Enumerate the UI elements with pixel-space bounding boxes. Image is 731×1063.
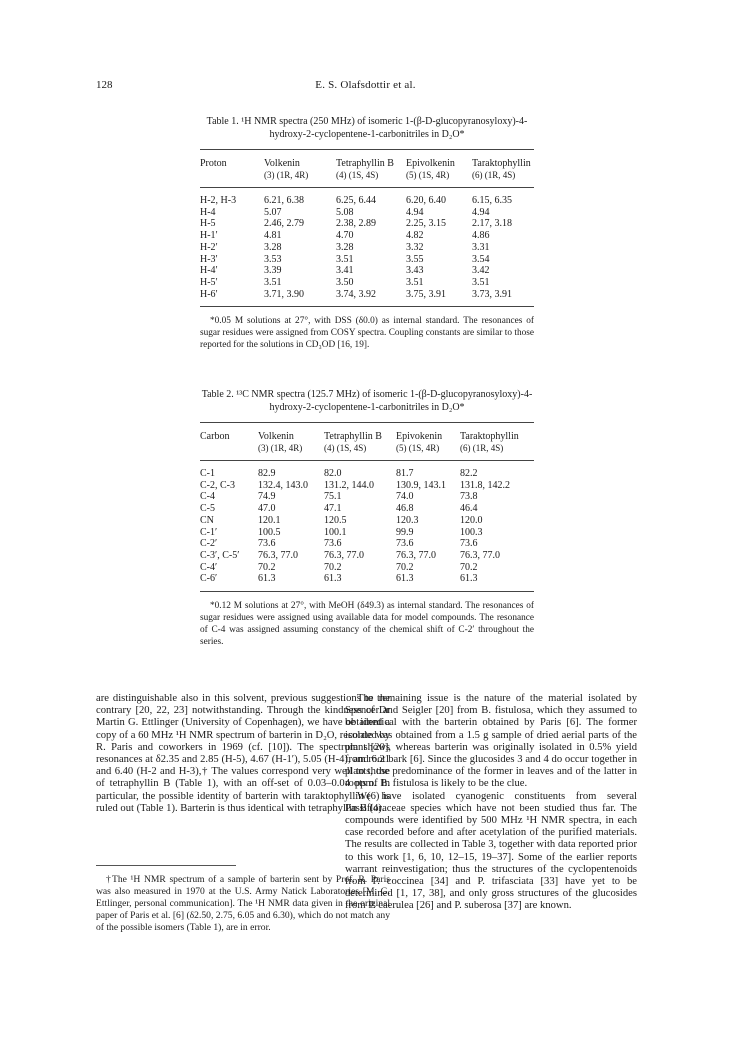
table-row xyxy=(200,265,534,277)
row-label: H-5′ xyxy=(200,276,218,288)
table-cell: 120.1 xyxy=(258,514,281,526)
table-cell: 76.3, 77.0 xyxy=(258,549,298,561)
table-cell: 76.3, 77.0 xyxy=(396,549,436,561)
table-cell: 3.51 xyxy=(264,276,282,288)
right-column-paragraph-2: We have isolated cyanogenic constituents from several Passifloraceae species which have not been studied thus far. The compounds were identified by 500 MHz ¹H NMR spectra, in each case recorded before and after acetylation of the purified materials. The results are collected in Table 3, together with data reported prior to this work [1, 6, 10, 12–15, 19–37]. Some of the earlier reports warrant reinvestigation; thus the structures of the cyclopentenoids from P. coccinea [34] and P. trifasciata [33] have yet to be determined [1, 17, 38], and only gross structures of the glucosides from P. caerulea [26] and P. suberosa [37] are known. xyxy=(345,790,637,912)
table-cell: 2.38, 2.89 xyxy=(336,218,376,230)
column-subheader xyxy=(200,170,264,188)
table-1-subheader-row xyxy=(200,170,534,188)
table-row xyxy=(200,242,534,254)
table-row xyxy=(200,480,534,492)
table-cell: 3.51 xyxy=(472,276,490,288)
table-cell: 3.41 xyxy=(336,265,354,277)
table-cell: 100.1 xyxy=(324,526,347,538)
row-label: C-2′ xyxy=(200,538,218,550)
column-header: Tetraphyllin B xyxy=(336,150,406,170)
table-cell: 82.0 xyxy=(324,468,342,479)
table-cell: 47.1 xyxy=(324,503,342,515)
table-2-grid xyxy=(200,422,534,592)
footnote-divider xyxy=(96,865,236,866)
table-cell: 3.55 xyxy=(406,253,424,265)
table-cell: 70.2 xyxy=(258,561,276,573)
row-label: H-1′ xyxy=(200,230,218,242)
table-cell: 2.25, 3.15 xyxy=(406,218,446,230)
table-cell: 120.5 xyxy=(324,514,347,526)
table-cell: 76.3, 77.0 xyxy=(324,549,364,561)
table-row xyxy=(200,515,534,527)
running-head: E. S. Olafsdottir et al. xyxy=(315,79,416,91)
column-subheader: (6) (1R, 4S) xyxy=(472,170,534,188)
table-row xyxy=(200,550,534,562)
column-subheader xyxy=(200,443,258,461)
table-cell: 3.73, 3.91 xyxy=(472,289,534,307)
table-cell: 61.3 xyxy=(396,573,460,591)
table-cell: 3.28 xyxy=(336,241,354,253)
table-2-header-row xyxy=(200,423,534,443)
table-cell: 82.2 xyxy=(460,468,478,479)
table-cell: 73.8 xyxy=(460,491,478,503)
column-subheader: (6) (1R, 4S) xyxy=(460,443,534,461)
table-row xyxy=(200,188,534,207)
row-label: H-3′ xyxy=(200,253,218,265)
table-cell: 76.3, 77.0 xyxy=(460,549,500,561)
column-subheader: (3) (1R, 4R) xyxy=(258,443,324,461)
table-cell: 6.20, 6.40 xyxy=(406,195,446,206)
row-label: CN xyxy=(200,514,214,526)
row-label: C-5 xyxy=(200,503,215,515)
table-cell: 4.94 xyxy=(472,206,490,218)
table-cell: 46.4 xyxy=(460,503,478,515)
table-row xyxy=(200,491,534,503)
table-cell: 3.50 xyxy=(336,276,354,288)
table-cell: 61.3 xyxy=(460,573,534,591)
table-row xyxy=(200,289,534,307)
table-cell: 120.3 xyxy=(396,514,419,526)
row-label: C-4 xyxy=(200,491,215,503)
table-row xyxy=(200,538,534,550)
table-cell: 3.32 xyxy=(406,241,424,253)
column-header: Taraktophyllin xyxy=(472,150,534,170)
table-cell: 4.94 xyxy=(406,206,424,218)
table-cell: 131.8, 142.2 xyxy=(460,479,510,491)
table-cell: 73.6 xyxy=(258,538,276,550)
table-1-footnote: *0.05 M solutions at 27°, with DSS (δ0.0) as internal standard. The resonances of sugar residues were assigned from COSY spectra. Coupling constants are similar to those reported for the solutions in CD₃OD [16, 19]. xyxy=(200,316,534,351)
table-row xyxy=(200,230,534,242)
table-cell: 3.31 xyxy=(472,241,490,253)
row-label: C-2, C-3 xyxy=(200,479,235,491)
table-cell: 3.28 xyxy=(264,241,282,253)
row-label: H-6′ xyxy=(200,289,264,307)
table-cell: 4.70 xyxy=(336,230,354,242)
table-row xyxy=(200,562,534,574)
table-cell: 3.54 xyxy=(472,253,490,265)
table-cell: 4.81 xyxy=(264,230,282,242)
table-row xyxy=(200,207,534,219)
row-label: C-4′ xyxy=(200,561,218,573)
column-header: Volkenin xyxy=(264,150,336,170)
column-header: Volkenin xyxy=(258,423,324,443)
table-cell: 3.51 xyxy=(336,253,354,265)
table-cell: 3.39 xyxy=(264,265,282,277)
table-cell: 3.53 xyxy=(264,253,282,265)
column-subheader: (4) (1S, 4S) xyxy=(324,443,396,461)
table-row xyxy=(200,461,534,480)
column-header: Epivolkenin xyxy=(406,150,472,170)
table-cell: 46.8 xyxy=(396,503,414,515)
table-1-header-row xyxy=(200,150,534,170)
table-row xyxy=(200,527,534,539)
table-cell: 130.9, 143.1 xyxy=(396,479,446,491)
table-1-grid xyxy=(200,149,534,307)
table-cell: 6.21, 6.38 xyxy=(264,195,304,206)
table-cell: 4.86 xyxy=(472,230,490,242)
column-subheader: (4) (1S, 4S) xyxy=(336,170,406,188)
row-label: H-2′ xyxy=(200,241,218,253)
table-1-caption: Table 1. ¹H NMR spectra (250 MHz) of isomeric 1-(β-D-glucopyranosyloxy)-4-hydroxy-2-cyclopentene-1-carbonitriles in D₂O* xyxy=(206,116,528,140)
table-cell: 131.2, 144.0 xyxy=(324,479,374,491)
column-subheader: (3) (1R, 4R) xyxy=(264,170,336,188)
table-2-caption: Table 2. ¹³C NMR spectra (125.7 MHz) of isomeric 1-(β-D-glucopyranosyloxy)-4-hydroxy-2-cyclopentene-1-carbonitriles in D₂O* xyxy=(201,389,533,413)
right-column-paragraph-1: The remaining issue is the nature of the material isolated by Spencer and Seigler [20] from B. fistulosa, which they assumed to be identical with the barterin obtained by Paris [6]. The former isolate was obtained from a 1.5 g sample of dried aerial parts of the plant [20], whereas barterin was originally isolated in 0.5% yield from root bark [6]. Since the glucosides 3 and 4 do occur together in plants, the predominance of the former in leaves and of the latter in roots of B. fistulosa is likely to be the clue. xyxy=(345,693,637,790)
table-cell: 70.2 xyxy=(396,561,414,573)
table-cell: 6.25, 6.44 xyxy=(336,195,376,206)
table-cell: 4.82 xyxy=(406,230,424,242)
row-label: H-4 xyxy=(200,206,216,218)
table-cell: 74.9 xyxy=(258,491,276,503)
column-subheader: (5) (1S, 4R) xyxy=(406,170,472,188)
row-label: C-1 xyxy=(200,468,215,479)
table-cell: 5.07 xyxy=(264,206,282,218)
row-label: H-2, H-3 xyxy=(200,195,237,206)
column-header: Tetraphyllin B xyxy=(324,423,396,443)
table-cell: 73.6 xyxy=(396,538,414,550)
table-cell: 100.3 xyxy=(460,526,483,538)
table-cell: 81.7 xyxy=(396,468,414,479)
table-cell: 70.2 xyxy=(324,561,342,573)
row-label: C-3′, C-5′ xyxy=(200,549,240,561)
table-row xyxy=(200,277,534,289)
column-subheader: (5) (1S, 4R) xyxy=(396,443,460,461)
row-label: C-6′ xyxy=(200,573,258,591)
table-row xyxy=(200,573,534,591)
column-header: Carbon xyxy=(200,423,258,443)
table-row xyxy=(200,218,534,230)
table-cell: 73.6 xyxy=(324,538,342,550)
table-cell: 73.6 xyxy=(460,538,478,550)
table-cell: 100.5 xyxy=(258,526,281,538)
table-cell: 75.1 xyxy=(324,491,342,503)
table-cell: 2.46, 2.79 xyxy=(264,218,304,230)
table-row xyxy=(200,503,534,515)
table-cell: 3.74, 3.92 xyxy=(336,289,406,307)
table-cell: 3.51 xyxy=(406,276,424,288)
left-column-text: are distinguishable also in this solvent, previous suggestions to the contrary [20, 22, 23] notwithstanding. Through the kindness of Dr Martin G. Ettlinger (University of Copenhagen), we have obtained a copy of a 60 MHz ¹H NMR spectrum of barterin in D₂O, recorded by R. Paris and coworkers in 1969 (cf. [10]). The spectrum shows resonances at δ2.35 and 2.85 (H-5), 4.67 (H-1′), 5.05 (H-4), and 6.21 and 6.40 (H-2 and H-3),† The values correspond very well to those of tetraphyllin B (Table 1), with an off-set of 0.03–0.04 ppm. In particular, the possible identity of barterin with taraktophyllin (6) is ruled out (Table 1). Barterin is thus identical with tetraphyllin B (4). xyxy=(96,693,391,814)
table-cell: 3.42 xyxy=(472,265,490,277)
table-cell: 132.4, 143.0 xyxy=(258,479,308,491)
table-2-subheader-row xyxy=(200,443,534,461)
row-label: C-1′ xyxy=(200,526,218,538)
column-header: Epivokenin xyxy=(396,423,460,443)
row-label: H-4′ xyxy=(200,265,218,277)
table-row xyxy=(200,254,534,266)
table-cell: 74.0 xyxy=(396,491,414,503)
table-cell: 2.17, 3.18 xyxy=(472,218,512,230)
table-cell: 3.71, 3.90 xyxy=(264,289,336,307)
table-cell: 5.08 xyxy=(336,206,354,218)
page-number: 128 xyxy=(96,79,113,91)
table-cell: 82.9 xyxy=(258,468,276,479)
column-header: Taraktophyllin xyxy=(460,423,534,443)
table-cell: 61.3 xyxy=(258,573,324,591)
row-label: H-5 xyxy=(200,218,216,230)
table-cell: 6.15, 6.35 xyxy=(472,195,512,206)
table-2 xyxy=(200,389,534,648)
column-header: Proton xyxy=(200,150,264,170)
table-cell: 3.75, 3.91 xyxy=(406,289,472,307)
table-cell: 70.2 xyxy=(460,561,478,573)
table-cell: 99.9 xyxy=(396,526,414,538)
table-cell: 120.0 xyxy=(460,514,483,526)
table-cell: 61.3 xyxy=(324,573,396,591)
table-cell: 47.0 xyxy=(258,503,276,515)
table-cell: 3.43 xyxy=(406,265,424,277)
table-1 xyxy=(200,116,534,351)
page-footnote: †The ¹H NMR spectrum of a sample of barterin sent by Prof. R. Paris was also measured in 1970 at the U.S. Army Natick Laboratories [M. G. Ettlinger, personal communication]. The ¹H NMR data given in the original paper of Paris et al. [6] (δ2.50, 2.75, 6.05 and 6.30), which do not match any of the possible isomers (Table 1), are in error. xyxy=(96,874,390,933)
table-2-footnote: *0.12 M solutions at 27°, with MeOH (δ49.3) as internal standard. The resonances of sugar residues were assigned using available data for model compounds. The resonance of C-4 was assigned assuming constancy of the chemical shift of C-2′ throughout the series. xyxy=(200,601,534,648)
